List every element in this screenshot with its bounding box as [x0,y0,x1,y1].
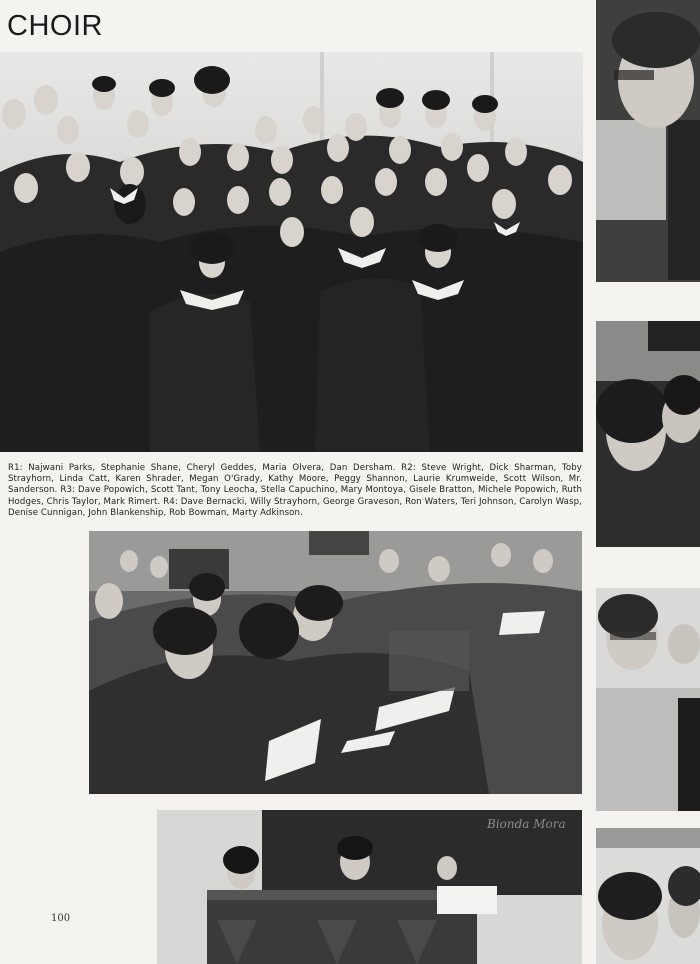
rehearsal-photo [89,531,582,794]
page-number: 100 [51,913,71,924]
photo-caption: R1: Najwani Parks, Stephanie Shane, Cheryl Geddes, Maria Olvera, Dan Dersham. R2: Steve Wright, Dick Sharman, Toby Strayhorn, Linda Catt, Karen Shrader, Megan O'Grady, Kathy Moore, Peggy Shannon, Laurie Krumweide, Scott Wilson, Mr. Sanderson. R3: Dave Popowich, Scott Tant, Tony Leocha, Stella Capuchino, Mary Montoya, Gisele Bratton, Michele Popowich, Ruth Hodges, Chris Taylor, Mark Rimert. R4: Dave Bernacki, Willy Strayhorn, George Graveson, Ron Waters, Teri Johnson, Carolyn Wasp, Denise Cunnigan, John Blankenship, Rob Bowman, Marty Adkinson. [8,463,582,518]
strip-photo-girls-talking [596,321,700,547]
strip-photo-director-closeup [596,0,700,282]
page-title: CHOIR [7,10,103,42]
choir-group-photo [0,52,583,452]
director-photo [157,810,582,964]
strip-photo-boy-glasses [596,588,700,811]
chalkboard-writing: Bionda Mora [487,817,566,831]
strip-photo-two-girls [596,828,700,964]
